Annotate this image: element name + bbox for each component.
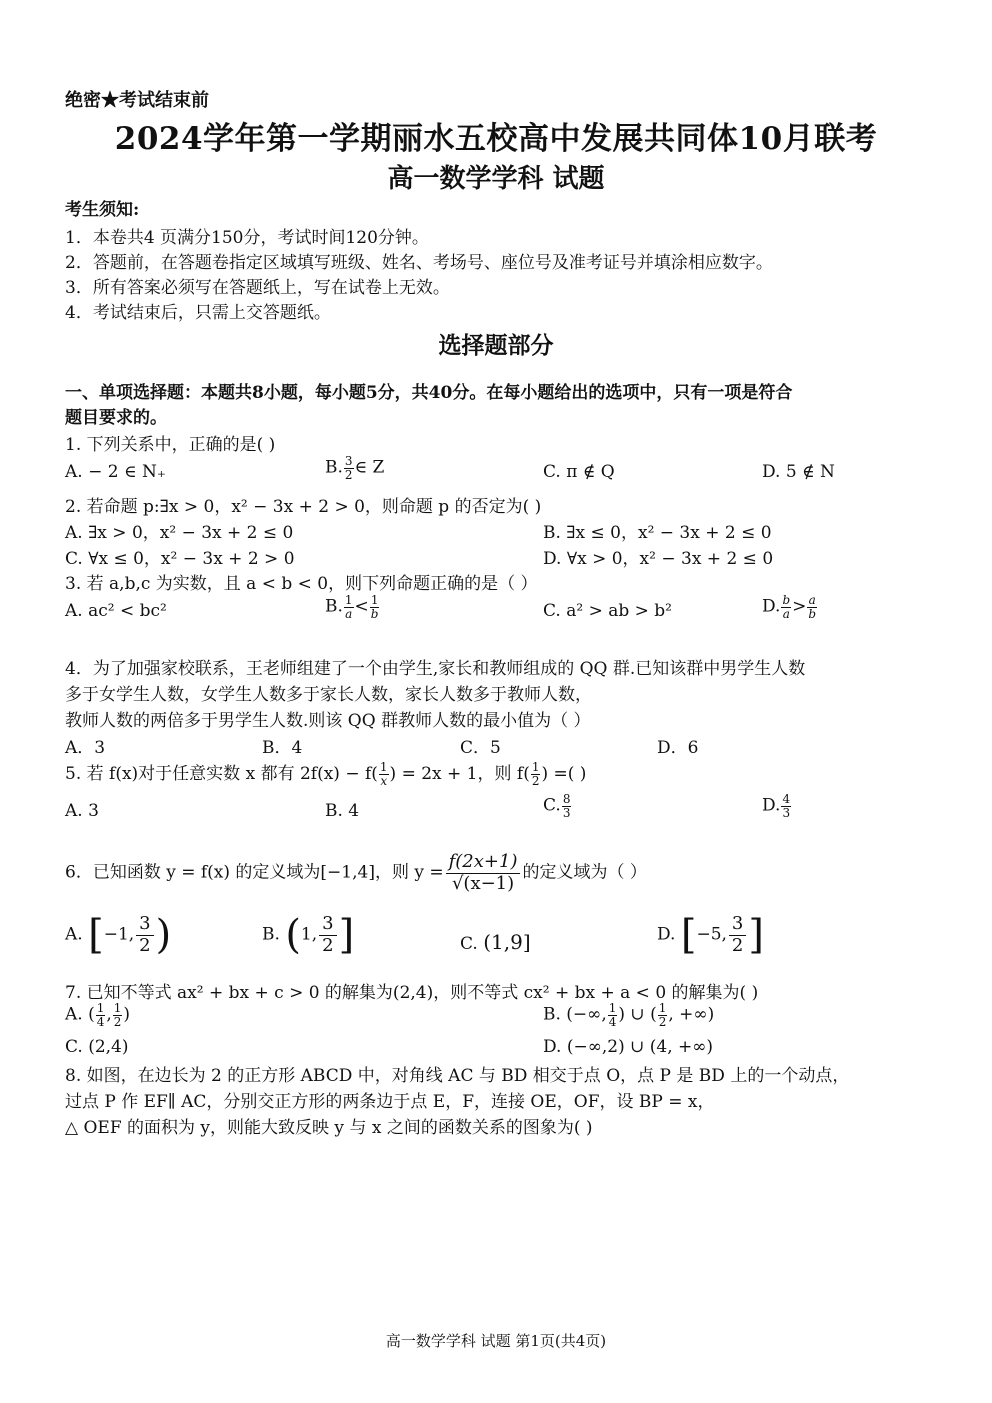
question-8-line: △ OEF 的面积为 y，则能大致反映 y 与 x 之间的函数关系的图象为( ): [65, 1118, 593, 1138]
question-4-line: 教师人数的两倍多于男学生人数.则该 QQ 群教师人数的最小值为（ ）: [65, 711, 591, 731]
q4-option-c: C．5: [460, 738, 501, 758]
notes-heading: 考生须知:: [65, 200, 140, 220]
q5-option-c: C. $\frac{8}{3}$: [543, 792, 571, 820]
q2-option-b: B. ∃x ≤ 0，x² − 3x + 2 ≤ 0: [543, 523, 772, 543]
q1-option-c: C. π ∉ Q: [543, 462, 615, 482]
q6-option-b: B. (1, $\frac{3}{2}$ ]: [262, 912, 355, 958]
q6-option-d: D. [−5, $\frac{3}{2}$ ]: [657, 912, 764, 958]
confidential-label: 绝密★考试结束前: [65, 90, 209, 111]
question-4-line: 4．为了加强家校联系，王老师组建了一个由学生,家长和教师组成的 QQ 群.已知该群中男学生人数: [65, 659, 806, 679]
part-instructions-cont: 题目要求的。: [65, 408, 167, 428]
question-3-stem: 3. 若 a,b,c 为实数，且 a < b < 0，则下列命题正确的是（ ）: [65, 574, 538, 594]
part-instructions: 一、单项选择题：本题共8小题，每小题5分，共40分。在每小题给出的选项中，只有一项是符合: [65, 383, 793, 403]
q2-option-c: C. ∀x ≤ 0，x² − 3x + 2 > 0: [65, 549, 295, 569]
q2-option-a: A. ∃x > 0，x² − 3x + 2 ≤ 0: [65, 523, 294, 543]
page-footer: 高一数学学科 试题 第1页(共4页): [385, 1332, 607, 1350]
question-1-stem: 1. 下列关系中，正确的是( ): [65, 435, 276, 455]
q3-option-d: D. $\frac{b}{a}$ > $\frac{a}{b}$: [762, 593, 817, 621]
q7-option-d: D. (−∞,2) ∪ (4, +∞): [543, 1037, 714, 1057]
q1-option-d: D. 5 ∉ N: [762, 462, 835, 482]
question-5-stem: 5. 若 f(x)对于任意实数 x 都有 2f(x) − f( $\frac{1}{x}$ ) = 2x + 1，则 f( $\frac{1}{2}$ ) =( ): [65, 760, 587, 788]
question-8-line: 8. 如图，在边长为 2 的正方形 ABCD 中，对角线 AC 与 BD 相交于点 O，点 P 是 BD 上的一个动点，: [65, 1066, 850, 1086]
q7-option-b: B. (−∞, $\frac{1}{4}$ ) ∪ ( $\frac{1}{2}$ , +∞): [543, 1001, 715, 1029]
q1-option-b: B. $\frac{3}{2}$ ∈ Z: [325, 454, 385, 482]
q1-option-a: A. − 2 ∈ N₊: [65, 462, 166, 482]
q7-option-a: A. ( $\frac{1}{4}$ , $\frac{1}{2}$ ): [65, 1001, 131, 1029]
section-title: 选择题部分: [438, 332, 554, 359]
question-2-stem: 2. 若命题 p:∃x > 0，x² − 3x + 2 > 0，则命题 p 的否定为( ): [65, 497, 542, 517]
q5-option-b: B. 4: [325, 801, 360, 821]
note-item: 4．考试结束后，只需上交答题纸。: [65, 303, 331, 323]
note-item: 1．本卷共4 页满分150分，考试时间120分钟。: [65, 228, 429, 248]
q2-option-d: D. ∀x > 0，x² − 3x + 2 ≤ 0: [543, 549, 774, 569]
q4-option-b: B．4: [262, 738, 303, 758]
q4-option-a: A．3: [65, 738, 106, 758]
question-4-line: 多于女学生人数，女学生人数多于家长人数，家长人数多于教师人数，: [65, 685, 592, 705]
q5-option-d: D. $\frac{4}{3}$: [762, 792, 791, 820]
question-7-stem: 7. 已知不等式 ax² + bx + c > 0 的解集为(2,4)，则不等式 cx² + bx + a < 0 的解集为( ): [65, 983, 759, 1003]
note-item: 2．答题前，在答题卷指定区域填写班级、姓名、考场号、座位号及准考证号并填涂相应数字。: [65, 253, 773, 273]
q7-option-c: C. (2,4): [65, 1037, 129, 1057]
q3-option-c: C. a² > ab > b²: [543, 601, 672, 621]
q6-option-a: A. [−1, $\frac{3}{2}$ ): [65, 912, 172, 958]
exam-title: 2024学年第一学期丽水五校高中发展共同体10月联考: [114, 121, 878, 157]
question-6-stem: 6．已知函数 y = f(x) 的定义域为[−1,4]，则 y = $\frac{f(2x+1)}{√(x-1)}$ 的定义域为（ ）: [65, 851, 647, 894]
note-item: 3．所有答案必须写在答题纸上，写在试卷上无效。: [65, 278, 450, 298]
question-8-line: 过点 P 作 EF∥ AC，分别交正方形的两条边于点 E，F，连接 OE，OF，设 BP = x，: [65, 1092, 715, 1112]
exam-subtitle: 高一数学学科 试题: [387, 164, 605, 194]
q3-option-a: A. ac² < bc²: [65, 601, 167, 621]
q6-option-c: C. (1,9]: [460, 930, 531, 954]
q3-option-b: B. $\frac{1}{a}$ < $\frac{1}{b}$: [325, 593, 379, 621]
q5-option-a: A. 3: [65, 801, 99, 821]
q4-option-d: D．6: [657, 738, 699, 758]
